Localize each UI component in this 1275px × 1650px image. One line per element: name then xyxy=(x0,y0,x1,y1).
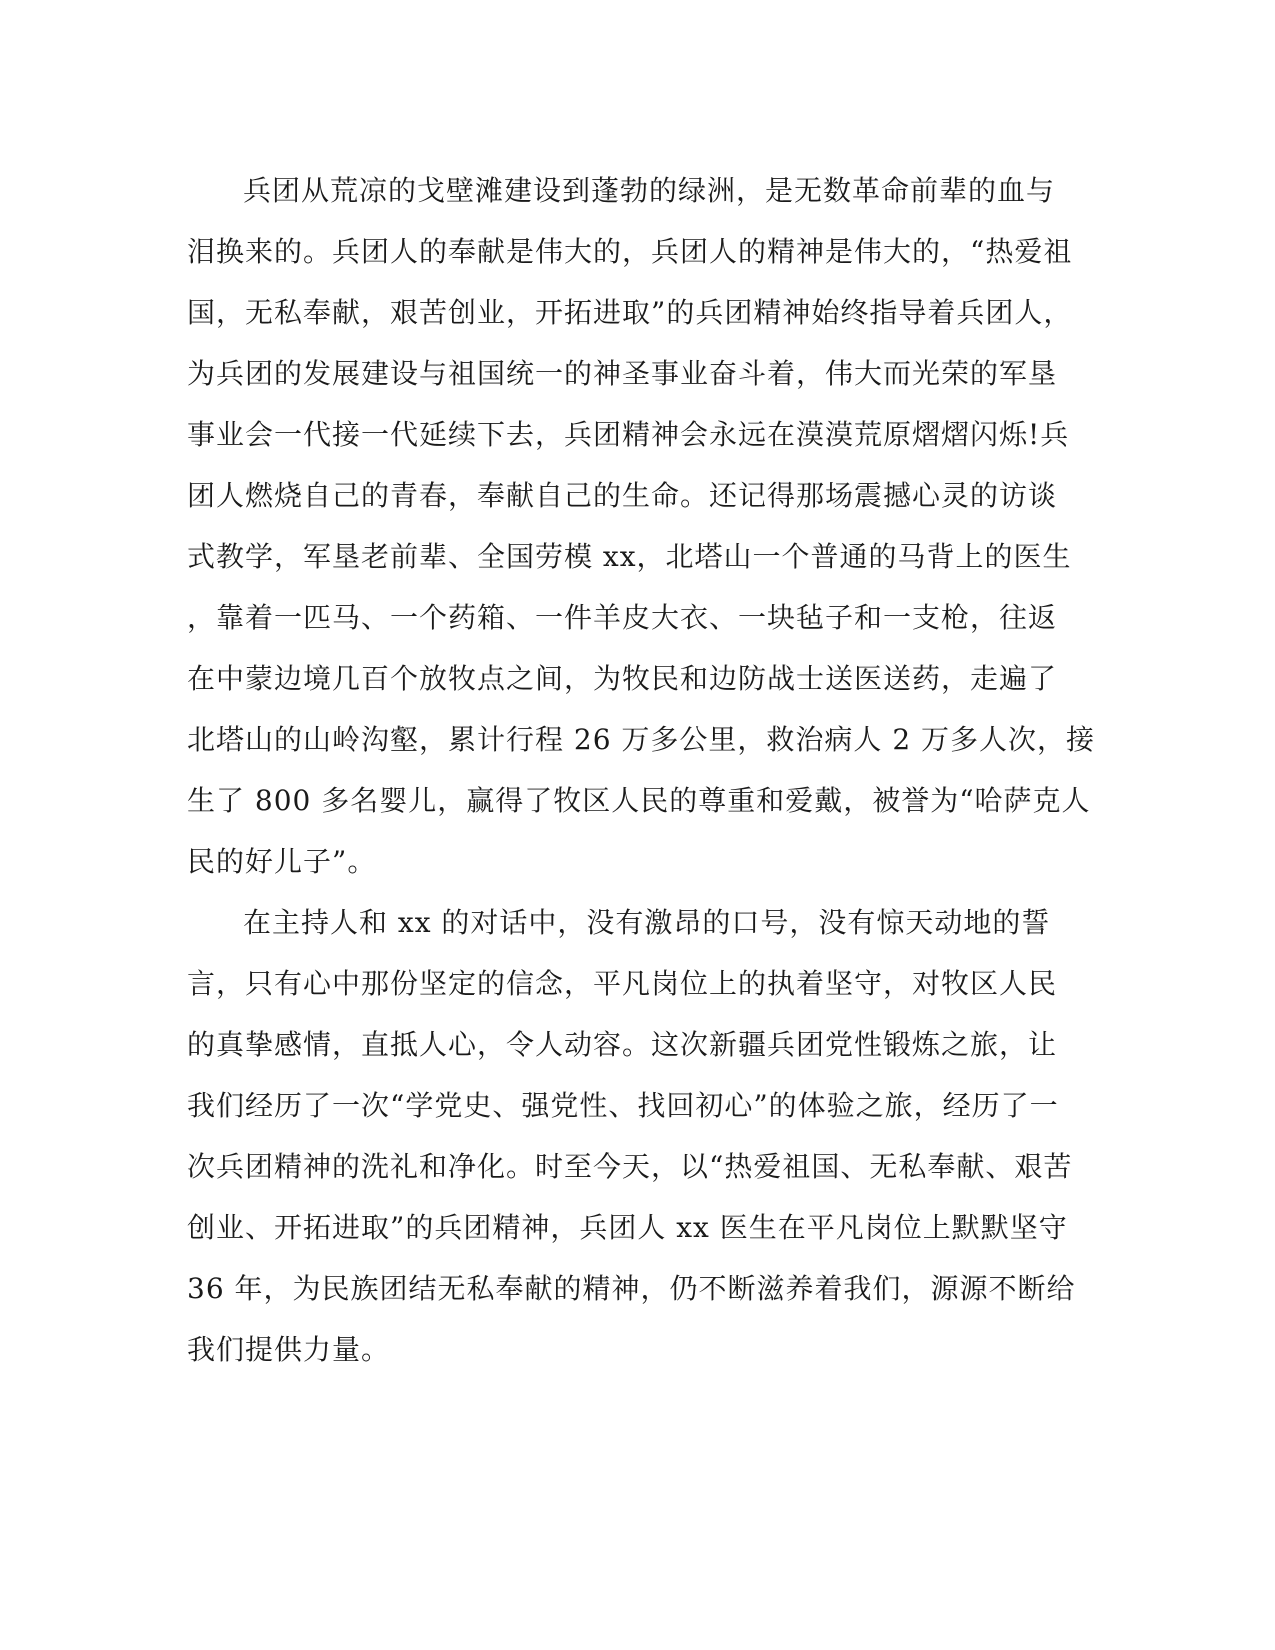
paragraph-line: 的真挚感情，直抵人心，令人动容。这次新疆兵团党性锻炼之旅，让 xyxy=(187,1028,1058,1061)
document-body xyxy=(187,160,1096,1380)
paragraph-line: 在中蒙边境几百个放牧点之间，为牧民和边防战士送医送药，走遍了 xyxy=(187,662,1058,695)
paragraph-line: 国，无私奉献，艰苦创业，开拓进取”的兵团精神始终指导着兵团人， xyxy=(187,296,1073,329)
paragraph-1 xyxy=(187,160,1096,892)
paragraph-line: 兵团从荒凉的戈壁滩建设到蓬勃的绿洲，是无数革命前辈的血与 xyxy=(243,174,1056,207)
paragraph-line: 事业会一代接一代延续下去，兵团精神会永远在漠漠荒原熠熠闪烁!兵 xyxy=(187,418,1070,451)
paragraph-line: 我们提供力量。 xyxy=(187,1333,391,1366)
paragraph-line: 式教学，军垦老前辈、全国劳模 xx，北塔山一个普通的马背上的医生 xyxy=(187,540,1072,573)
paragraph-line: 北塔山的山岭沟壑，累计行程 26 万多公里，救治病人 2 万多人次，接 xyxy=(187,723,1096,756)
paragraph-line: 民的好儿子”。 xyxy=(187,845,377,878)
paragraph-line: 团人燃烧自己的青春，奉献自己的生命。还记得那场震撼心灵的访谈 xyxy=(187,479,1058,512)
paragraph-line: 言，只有心中那份坚定的信念，平凡岗位上的执着坚守，对牧区人民 xyxy=(187,967,1058,1000)
paragraph-line: 生了 800 多名婴儿，赢得了牧区人民的尊重和爱戴，被誉为“哈萨克人 xyxy=(187,784,1091,817)
paragraph-line: 次兵团精神的洗礼和净化。时至今天，以“热爱祖国、无私奉献、艰苦 xyxy=(187,1150,1073,1183)
paragraph-2 xyxy=(187,892,1076,1380)
paragraph-line: 为兵团的发展建设与祖国统一的神圣事业奋斗着，伟大而光荣的军垦 xyxy=(187,357,1058,390)
paragraph-line: 泪换来的。兵团人的奉献是伟大的，兵团人的精神是伟大的，“热爱祖 xyxy=(187,235,1073,268)
paragraph-line: 创业、开拓进取”的兵团精神，兵团人 xx 医生在平凡岗位上默默坚守 xyxy=(187,1211,1068,1244)
paragraph-line: 36 年，为民族团结无私奉献的精神，仍不断滋养着我们，源源不断给 xyxy=(187,1272,1076,1305)
paragraph-line: 我们经历了一次“学党史、强党性、找回初心”的体验之旅，经历了一 xyxy=(187,1089,1059,1122)
paragraph-line: ，靠着一匹马、一个药箱、一件羊皮大衣、一块毡子和一支枪，往返 xyxy=(187,601,1058,634)
paragraph-line: 在主持人和 xx 的对话中，没有激昂的口号，没有惊天动地的誓 xyxy=(243,906,1051,939)
